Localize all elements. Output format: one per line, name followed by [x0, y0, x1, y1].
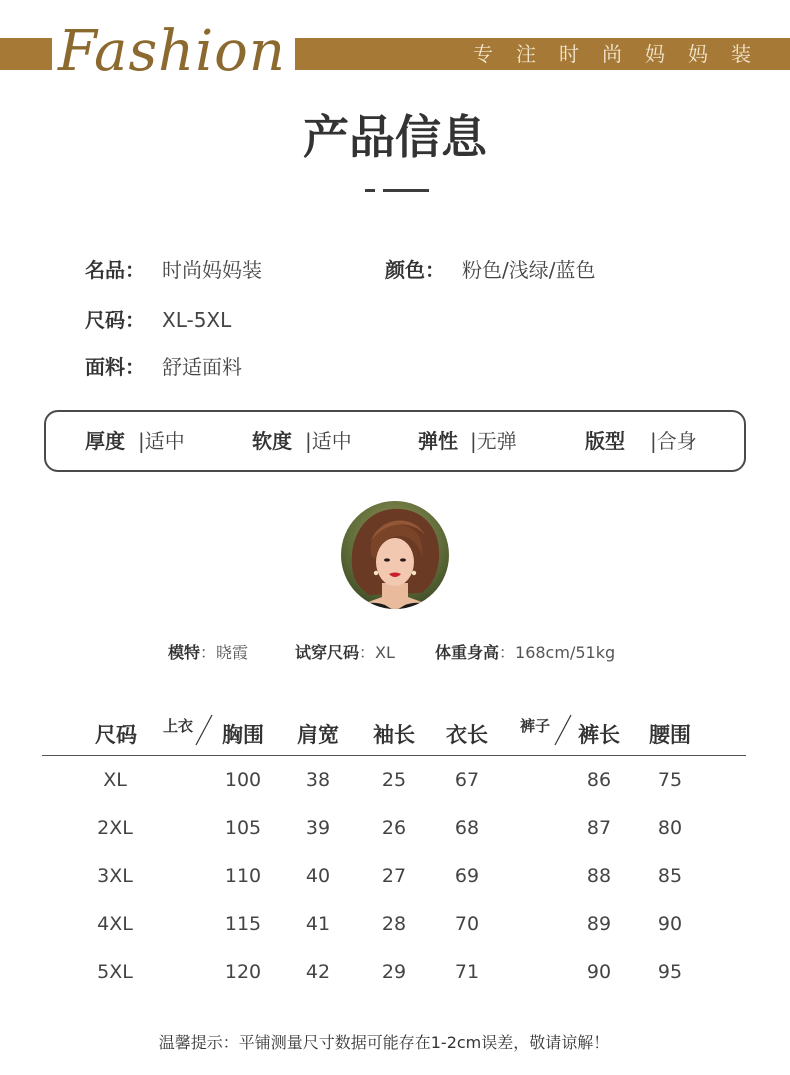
brand-logo-text: Fashion	[58, 19, 286, 84]
table-cell: 25	[381, 769, 407, 791]
table-cell: 100	[224, 769, 262, 791]
field-label-size: 尺码：	[85, 308, 145, 332]
title-divider-short	[365, 189, 375, 192]
table-cell-size: 3XL	[97, 865, 133, 887]
attr-value-softness: |适中	[305, 429, 352, 453]
table-header-top-length: 衣长	[446, 723, 488, 747]
attr-label-softness: 软度	[252, 429, 292, 453]
attr-label-elasticity: 弹性	[418, 429, 458, 453]
model-body-stats-value: ：168cm/51kg	[499, 643, 616, 662]
table-cell: 120	[224, 961, 262, 983]
table-cell: 80	[657, 817, 683, 839]
table-cell: 42	[305, 961, 331, 983]
table-cell-size: 2XL	[97, 817, 133, 839]
table-cell: 89	[586, 913, 612, 935]
model-body-stats	[435, 643, 615, 663]
face	[376, 538, 414, 586]
table-header-divider	[42, 755, 746, 756]
table-cell-size: 4XL	[97, 913, 133, 935]
attr-value-thickness: |适中	[138, 429, 185, 453]
table-cell-size: XL	[103, 769, 127, 791]
table-header-size: 尺码	[95, 723, 137, 747]
header-slogan: 专注时尚妈妈装	[473, 42, 774, 66]
table-header-shoulder: 肩宽	[297, 723, 339, 747]
table-header-chest: 胸围	[222, 723, 264, 747]
table-cell: 90	[586, 961, 612, 983]
model-name	[168, 643, 248, 663]
field-label-color: 颜色：	[385, 258, 445, 282]
field-value-fabric: 舒适面料	[162, 355, 242, 379]
header-bar-left	[0, 38, 52, 70]
left-earring	[374, 571, 378, 575]
table-cell: 110	[224, 865, 262, 887]
table-cell: 27	[381, 865, 407, 887]
table-cell: 71	[454, 961, 480, 983]
table-cell-size: 5XL	[97, 961, 133, 983]
table-cell: 88	[586, 865, 612, 887]
table-cell: 67	[454, 769, 480, 791]
table-group-bottom: 裤子	[520, 717, 551, 735]
attr-value-elasticity: |无弹	[470, 429, 517, 453]
model-body-stats-label: 体重身高	[435, 643, 500, 662]
attr-label-thickness: 厚度	[85, 429, 125, 453]
table-cell: 40	[305, 865, 331, 887]
table-header-pants-length: 裤长	[578, 723, 620, 747]
measurement-note: 温馨提示：平铺测量尺寸数据可能存在1-2cm误差，敬请谅解！	[158, 1033, 610, 1052]
table-cell: 41	[305, 913, 331, 935]
table-cell: 28	[381, 913, 407, 935]
table-cell: 68	[454, 817, 480, 839]
field-value-color: 粉色/浅绿/蓝色	[462, 258, 596, 282]
table-cell: 29	[381, 961, 407, 983]
field-value-size: XL-5XL	[162, 308, 232, 332]
table-header-waist: 腰围	[649, 723, 691, 747]
field-value-name: 时尚妈妈装	[162, 258, 262, 282]
table-cell: 95	[657, 961, 683, 983]
table-group-top: 上衣	[163, 717, 194, 735]
right-eye	[400, 558, 406, 561]
table-cell: 26	[381, 817, 407, 839]
model-try-size	[295, 643, 395, 663]
table-cell: 39	[305, 817, 331, 839]
table-cell: 87	[586, 817, 612, 839]
table-cell: 85	[657, 865, 683, 887]
model-name-label: 模特	[168, 643, 201, 662]
model-try-size-value: ：XL	[359, 643, 395, 662]
page-title: 产品信息	[303, 110, 487, 164]
attr-value-fit: |合身	[650, 429, 697, 453]
table-cell: 115	[224, 913, 262, 935]
table-header-sleeve: 袖长	[373, 723, 415, 747]
field-label-name: 名品：	[85, 258, 145, 282]
model-try-size-label: 试穿尺码	[295, 643, 360, 662]
table-cell: 90	[657, 913, 683, 935]
model-photo	[341, 501, 449, 609]
table-cell: 86	[586, 769, 612, 791]
table-cell: 105	[224, 817, 262, 839]
right-earring	[412, 571, 416, 575]
table-cell: 69	[454, 865, 480, 887]
table-cell: 75	[657, 769, 683, 791]
table-cell: 38	[305, 769, 331, 791]
field-label-fabric: 面料：	[85, 355, 145, 379]
left-eye	[384, 558, 390, 561]
title-divider-long	[383, 189, 429, 192]
model-name-value: ：晓霞	[200, 643, 249, 662]
attr-label-fit: 版型	[585, 429, 625, 453]
table-cell: 70	[454, 913, 480, 935]
